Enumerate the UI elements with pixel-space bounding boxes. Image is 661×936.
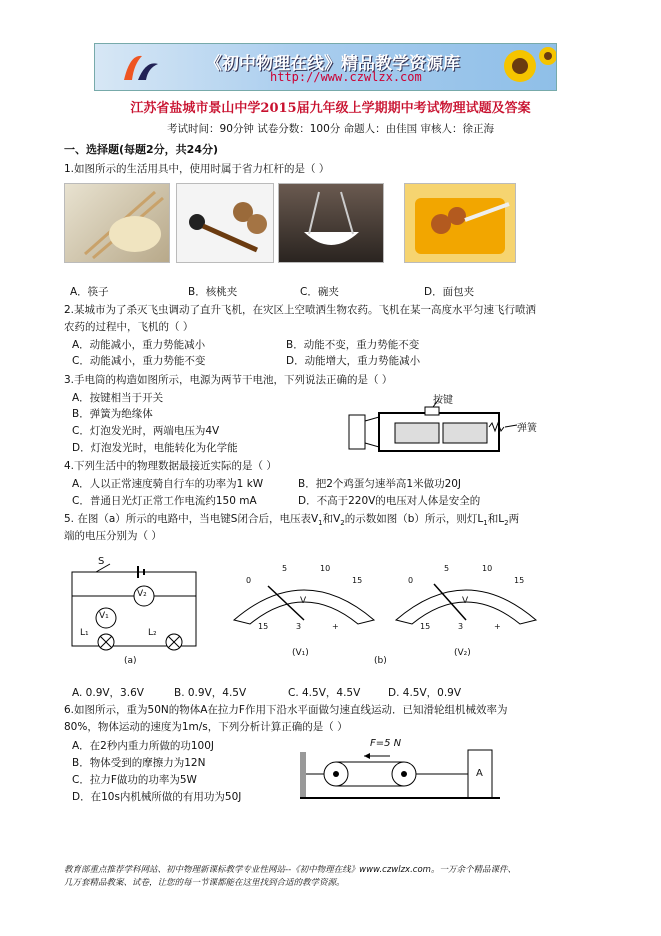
v2-caption: (V₂) — [454, 648, 471, 658]
bread-tongs-photo — [404, 183, 516, 263]
q3-option-c: C．灯泡发光时，两端电压为4V — [72, 425, 220, 437]
q5-option-c: C. 4.5V，4.5V — [288, 687, 361, 699]
q3-option-b: B．弹簧为绝缘体 — [72, 408, 153, 420]
q6-option-c: C．拉力F做功的功率为5W — [72, 774, 197, 786]
l2-label: L₂ — [148, 628, 157, 638]
site-logo-icon — [120, 50, 162, 86]
chopsticks-photo — [64, 183, 170, 263]
v2-terminal-15: 15 — [420, 622, 431, 631]
v1-terminal-15: 15 — [258, 622, 269, 631]
v1-caption: (V₁) — [292, 648, 309, 658]
v2-tick-10: 10 — [482, 564, 493, 573]
figure-b-caption: (b) — [374, 656, 387, 666]
l1-label: L₁ — [80, 628, 89, 638]
pulley-diagram — [300, 738, 500, 802]
v1-terminal-plus: + — [332, 622, 339, 631]
q2-option-c: C．动能减小，重力势能不变 — [72, 355, 206, 367]
label-button: 按键 — [433, 395, 453, 406]
q5-option-d: D. 4.5V，0.9V — [388, 687, 462, 699]
switch-label: S — [98, 556, 105, 567]
question-6-stem-line1: 6.如图所示，重为50N的物体A在拉力F作用下沿水平面做匀速直线运动．已知滑轮组机械效率为 — [64, 704, 508, 716]
q1-option-a: A．筷子 — [70, 286, 109, 298]
header-banner — [94, 43, 557, 91]
question-1-stem: 1.如图所示的生活用具中，使用时属于省力杠杆的是（ ） — [64, 163, 330, 175]
v2-tick-5: 5 — [444, 564, 450, 573]
v1-unit: V — [300, 596, 307, 606]
question-5-stem-line1: 5. 在图（a）所示的电路中，当电键S闭合后，电压表$V_1$和$V_2$的示数如图（b）所示，则灯$L_1$和$L_2$两 — [64, 513, 520, 528]
v2-label: V₂ — [137, 589, 147, 599]
q4-option-d: D．不高于220V的电压对人体是安全的 — [298, 495, 481, 507]
q1-option-b: B．核桃夹 — [188, 286, 238, 298]
nutcracker-photo — [176, 183, 274, 263]
q6-option-a: A．在2秒内重力所做的功100J — [72, 740, 215, 752]
banner-title: 《初中物理在线》精品教学资源库 — [205, 54, 460, 74]
q6-option-b: B．物体受到的摩擦力为12N — [72, 757, 206, 769]
v1-label: V₁ — [99, 611, 109, 621]
question-2-stem-line1: 2.某城市为了杀灭飞虫调动了直升飞机，在灾区上空喷洒生物农药。飞机在某一高度水平匀速飞行喷洒 — [64, 304, 537, 316]
q2-option-d: D．动能增大，重力势能减小 — [286, 355, 421, 367]
q2-option-a: A．动能减小，重力势能减小 — [72, 339, 206, 351]
question-2-stem-line2: 农药的过程中，飞机的（ ） — [64, 321, 194, 333]
q3-option-d: D．灯泡发光时，电能转化为化学能 — [72, 442, 238, 454]
voltmeter-v2 — [390, 566, 542, 662]
block-a-label: A — [476, 768, 483, 779]
v1-tick-10: 10 — [320, 564, 331, 573]
q2-option-b: B．动能不变，重力势能不变 — [286, 339, 420, 351]
v1-terminal-3: 3 — [296, 622, 302, 631]
q4-option-b: B．把2个鸡蛋匀速举高1米做功20J — [298, 478, 462, 490]
v2-terminal-plus: + — [494, 622, 501, 631]
label-spring: 弹簧 — [517, 423, 537, 434]
question-4-stem: 4.下列生活中的物理数据最接近实际的是（ ） — [64, 460, 277, 472]
q1-option-c: C．碗夹 — [300, 286, 339, 298]
v1-tick-5: 5 — [282, 564, 288, 573]
footer-line-1: 教育部重点推荐学科网站、初中物理新课标教学专业性网站--《初中物理在线》www.czwlzx.com。一万余个精品课件、 — [64, 865, 516, 875]
q3-option-a: A．按键相当于开关 — [72, 392, 164, 404]
banner-url[interactable]: http://www.czwlzx.com — [270, 70, 422, 84]
question-3-stem: 3.手电筒的构造如图所示，电源为两节干电池，下列说法正确的是（ ） — [64, 374, 393, 386]
section-heading: 一、选择题(每题2分，共24分) — [64, 143, 219, 156]
q5-option-b: B. 0.9V，4.5V — [174, 687, 247, 699]
q4-option-c: C．普通日光灯正常工作电流约150 mA — [72, 495, 257, 507]
v2-unit: V — [462, 596, 469, 606]
circuit-diagram-a — [66, 556, 206, 668]
v2-terminal-3: 3 — [458, 622, 464, 631]
v1-tick-15: 15 — [352, 576, 363, 585]
footer-note — [64, 864, 516, 890]
voltmeter-v1 — [228, 566, 380, 662]
footer-line-2: 几万套精品教案、试卷，让您的每一节课都能在这里找到合适的教学资源。 — [64, 878, 345, 888]
q6-option-d: D．在10s内机械所做的有用功为50J — [72, 791, 242, 803]
force-label: F=5 N — [370, 738, 402, 749]
v2-tick-0: 0 — [408, 576, 414, 585]
question-5-stem-line2: 端的电压分别为（ ） — [64, 530, 162, 542]
v2-tick-15: 15 — [514, 576, 525, 585]
q1-option-d: D．面包夹 — [424, 286, 475, 298]
question-6-stem-line2: 80%，物体运动的速度为1m/s，下列分析计算正确的是（ ） — [64, 721, 348, 733]
document-title: 江苏省盐城市景山中学2015届九年级上学期期中考试物理试题及答案 — [130, 101, 531, 116]
flashlight-diagram — [345, 395, 545, 460]
bowl-clamp-photo — [278, 183, 384, 263]
v1-tick-0: 0 — [246, 576, 252, 585]
sunflower-icon — [490, 44, 556, 90]
exam-meta: 考试时间：90分钟 试卷分数：100分 命题人：由佳国 审核人：徐正海 — [167, 123, 494, 135]
q4-option-a: A．人以正常速度骑自行车的功率为1 kW — [72, 478, 264, 490]
figure-a-caption: (a) — [124, 656, 137, 666]
q5-option-a: A. 0.9V，3.6V — [72, 687, 144, 699]
